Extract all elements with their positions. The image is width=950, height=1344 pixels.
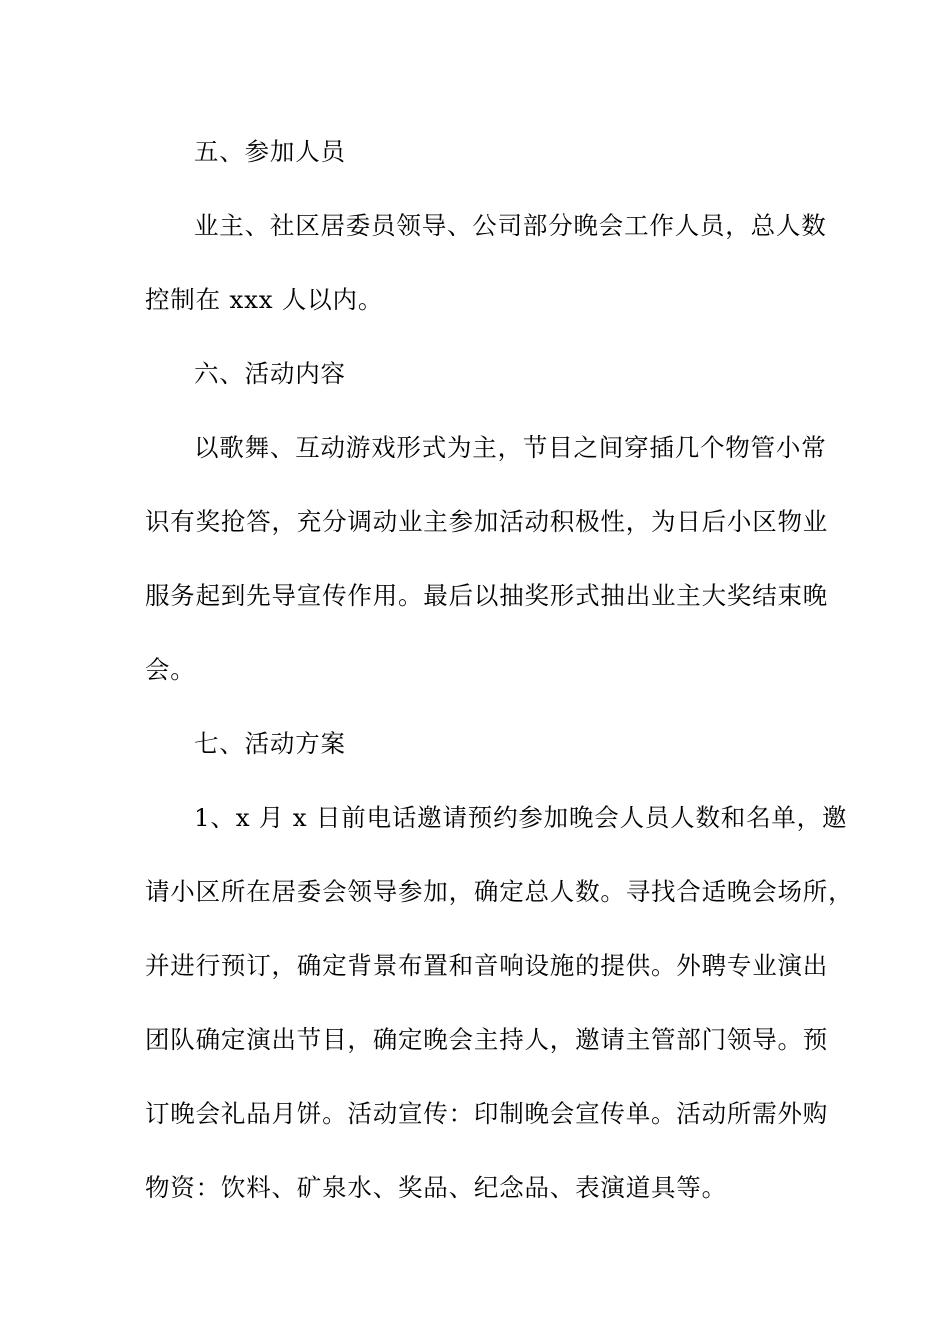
paragraph-line: 以歌舞、互动游戏形式为主，节目之间穿插几个物管小常	[194, 433, 827, 462]
paragraph-line: 控制在 xxx 人以内。	[145, 285, 384, 314]
paragraph-line: 订晚会礼品月饼。活动宣传：印制晚会宣传单。活动所需外购	[145, 1099, 829, 1128]
paragraph-line: 请小区所在居委会领导参加，确定总人数。寻找合适晚会场所，	[145, 877, 854, 906]
paragraph-line: 团队确定演出节目，确定晚会主持人，邀请主管部门领导。预	[145, 1025, 829, 1054]
section-heading-participants: 五、参加人员	[194, 137, 346, 166]
paragraph-line: 业主、社区居委员领导、公司部分晚会工作人员，总人数	[194, 211, 827, 240]
paragraph-line: 服务起到先导宣传作用。最后以抽奖形式抽出业主大奖结束晚	[145, 581, 829, 610]
section-heading-activity-plan: 七、活动方案	[194, 729, 346, 758]
paragraph-line: 物资：饮料、矿泉水、奖品、纪念品、表演道具等。	[145, 1173, 727, 1202]
paragraph-line: 1、x 月 x 日前电话邀请预约参加晚会人员人数和名单，邀	[194, 803, 848, 832]
section-heading-activity-content: 六、活动内容	[194, 359, 346, 388]
paragraph-line: 并进行预订，确定背景布置和音响设施的提供。外聘专业演出	[145, 951, 829, 980]
paragraph-line: 会。	[145, 655, 196, 684]
paragraph-line: 识有奖抢答，充分调动业主参加活动积极性，为日后小区物业	[145, 507, 829, 536]
